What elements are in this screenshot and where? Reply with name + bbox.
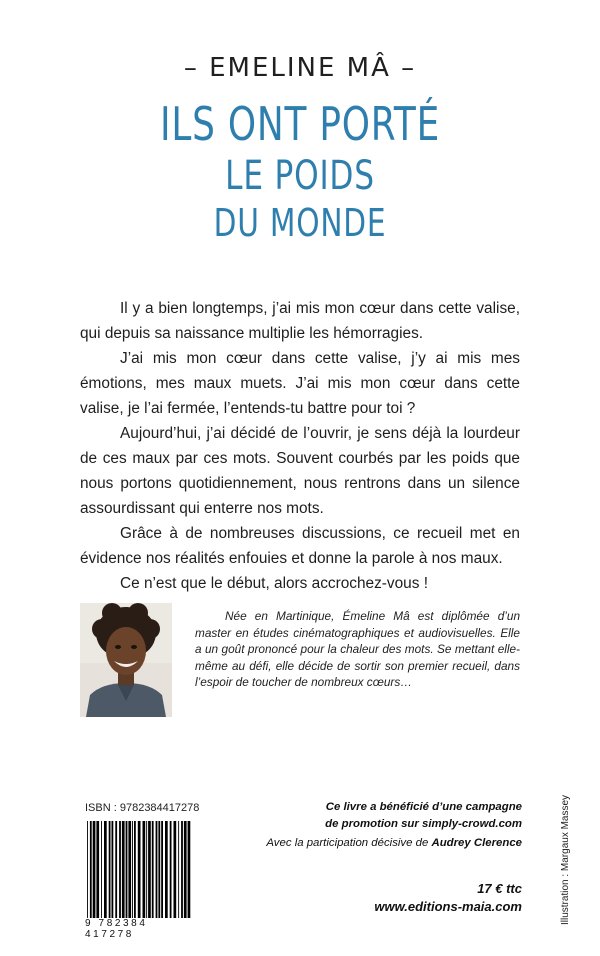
isbn-barcode (85, 821, 193, 918)
participation-name: Audrey Clerence (431, 837, 522, 849)
barcode-bar (126, 821, 128, 918)
author-photo (80, 603, 172, 717)
author-biography (195, 608, 520, 691)
barcode-bar (132, 821, 133, 918)
barcode-bar (119, 821, 121, 918)
promotion-note (282, 799, 522, 833)
barcode-bar (188, 821, 191, 918)
book-title-line-1: ILS ONT PORTÉ (159, 97, 441, 151)
barcode-bar (156, 821, 158, 918)
publisher-website: www.editions-maia.com (374, 899, 522, 914)
barcode-bar (96, 821, 99, 918)
barcode-bar (90, 821, 92, 918)
barcode-bar (170, 821, 172, 918)
barcode-bar (115, 821, 117, 918)
barcode-bar (134, 821, 136, 918)
barcode-bar (161, 821, 163, 918)
author-name: – EMELINE MÂ – (183, 53, 417, 83)
barcode-digits: 9 782384 417278 (85, 918, 148, 940)
barcode-bar (181, 821, 183, 918)
barcode-bar (165, 821, 168, 918)
barcode-bar (112, 821, 114, 918)
blurb-paragraph: J’ai mis mon cœur dans cette valise, j’y ai mis mes émotions, mes maux muets. J’ai mis mon cœur dans cette valise, je l’ai fermée, l’entends-tu battre pour toi ? (80, 350, 520, 417)
barcode-bar (138, 821, 141, 918)
price: 17 € ttc (477, 881, 522, 896)
barcode-bar (128, 821, 131, 918)
participation-prefix: Avec la participation décisive de (266, 837, 429, 849)
participation-credit (222, 837, 522, 849)
isbn-label: ISBN : 9782384417278 (85, 802, 200, 814)
barcode-bar (148, 821, 151, 918)
barcode-bar (93, 821, 96, 918)
barcode-bar (87, 821, 88, 918)
blurb-paragraph: Ce n’est que le début, alors accrochez-vous ! (120, 575, 428, 592)
barcode-bar (146, 821, 147, 918)
barcode-bar (143, 821, 146, 918)
book-title-line-2: LE POIDS (225, 153, 375, 199)
author-portrait-image (80, 603, 172, 717)
promotion-line-1: Ce livre a bénéficié d’une campagne (325, 801, 522, 813)
bio-text: Née en Martinique, Émeline Mâ est diplômée d’un master en études cinématographiques et audiovisuelles. Elle a un goût prononcé pour la chaleur des mots. Se mettant elle-même au défi, elle décide de sortir son premier recueil, dans l’espoir de toucher de nombreux cœurs… (195, 609, 520, 690)
barcode-bar (158, 821, 160, 918)
barcode-bar (122, 821, 125, 918)
book-title-line-3: DU MONDE (213, 201, 387, 245)
blurb-paragraph: Grâce à de nombreuses discussions, ce recueil met en évidence nos réalités enfouies et donne la parole à nos maux. (80, 525, 520, 567)
illustration-credit: Illustration : Margaux Massey (560, 794, 571, 925)
barcode-bar (174, 821, 177, 918)
barcode-bar (184, 821, 187, 918)
back-cover-blurb (80, 296, 520, 596)
barcode-bar (152, 821, 154, 918)
barcode-bar (109, 821, 111, 918)
blurb-paragraph: Aujourd’hui, j’ai décidé de l’ouvrir, je sens déjà la lourdeur de ces maux par ces mots. Souvent courbés par les poids que nous portons quotidiennement, nous rentrons dans un silence assourdissant qui enterre nos mots. (80, 425, 520, 517)
blurb-paragraph: Il y a bien longtemps, j’ai mis mon cœur dans cette valise, qui depuis sa naissance multiplie les hémorragies. (80, 300, 520, 342)
barcode-bar (178, 821, 179, 918)
barcode-bar (104, 821, 107, 918)
promotion-line-2: de promotion sur simply-crowd.com (325, 818, 522, 830)
barcode-bar (101, 821, 102, 918)
